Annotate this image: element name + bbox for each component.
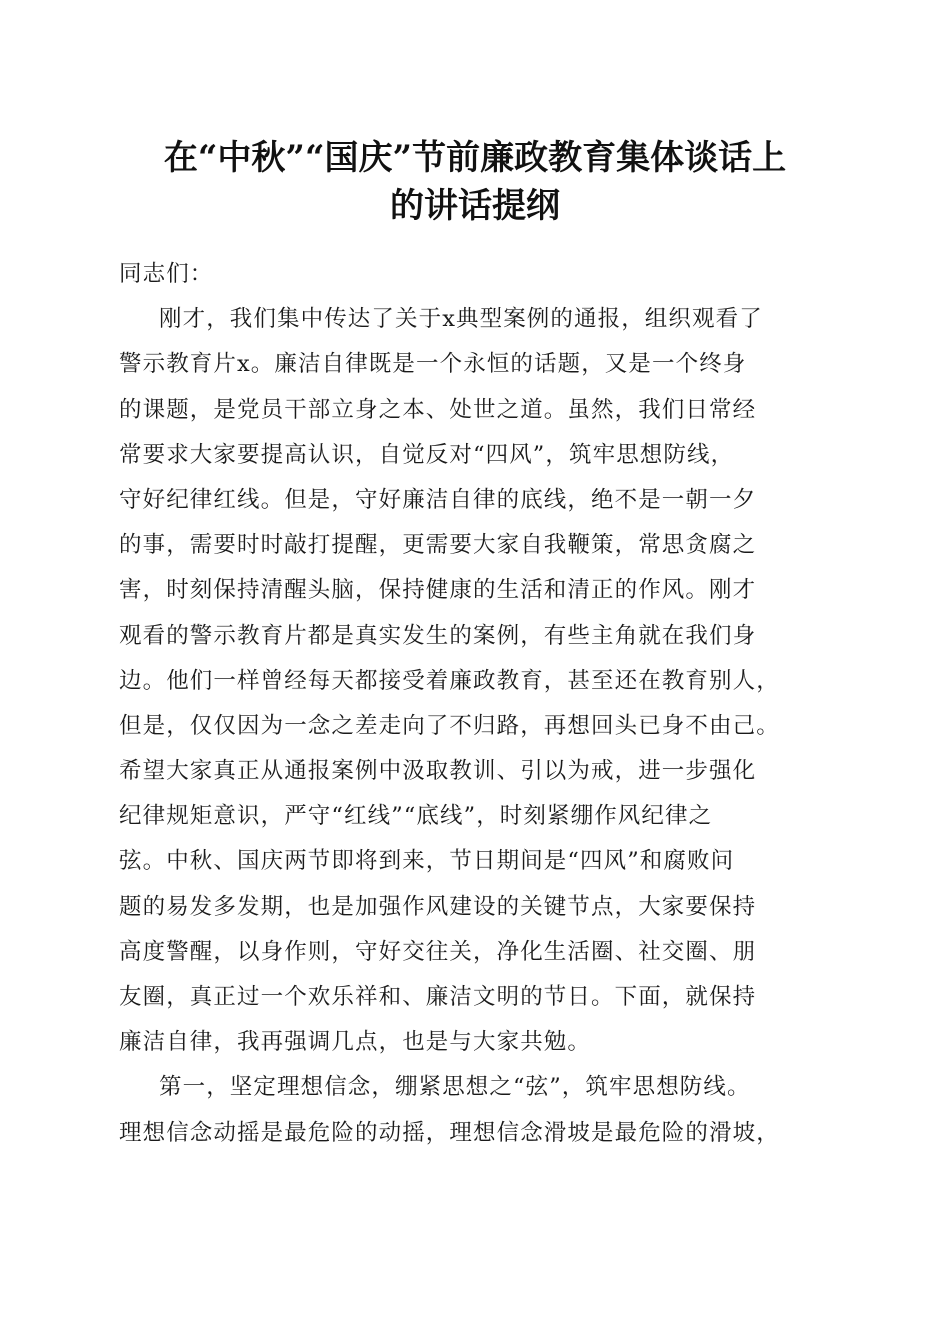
paragraph-line: 的事，需要时时敲打提醒，更需要大家自我鞭策，常思贪腐之 <box>119 532 757 559</box>
paragraph-line: 观看的警示教育片都是真实发生的案例，有些主角就在我们身 <box>119 622 757 649</box>
salutation: 同志们： <box>119 261 214 287</box>
paragraph-line: 廉洁自律，我再强调几点，也是与大家共勉。 <box>119 1029 592 1056</box>
title-line-2: 的讲话提纲 <box>390 186 560 226</box>
title-line-1: 在“中秋”“国庆”节前廉政教育集体谈话上 <box>163 138 787 178</box>
paragraph-line: 守好纪律红线。但是，守好廉洁自律的底线，绝不是一朝一夕 <box>119 486 757 513</box>
paragraph-line: 边。他们一样曾经每天都接受着廉政教育，甚至还在教育别人， <box>119 667 780 694</box>
paragraph-line: 的课题，是党员干部立身之本、处世之道。虽然，我们日常经 <box>119 396 757 423</box>
section-heading-1: 第一，坚定理想信念，绷紧思想之“弦”，筑牢思想防线。 <box>159 1074 751 1101</box>
paragraph-line: 常要求大家要提高认识，自觉反对“四风”，筑牢思想防线， <box>119 441 735 468</box>
paragraph-line: 希望大家真正从通报案例中汲取教训、引以为戒，进一步强化 <box>119 758 757 785</box>
paragraph-line: 害，时刻保持清醒头脑，保持健康的生活和清正的作风。刚才 <box>119 577 757 604</box>
paragraph-line: 警示教育片x。廉洁自律既是一个永恒的话题，又是一个终身 <box>119 351 747 378</box>
paragraph-line: 题的易发多发期，也是加强作风建设的关键节点，大家要保持 <box>119 893 757 920</box>
paragraph-line: 友圈，真正过一个欢乐祥和、廉洁文明的节日。下面，就保持 <box>119 984 757 1010</box>
paragraph-line: 高度警醒，以身作则，守好交往关，净化生活圈、社交圈、朋 <box>119 938 757 965</box>
paragraph-line: 纪律规矩意识，严守“红线”“底线”，时刻紧绷作风纪律之 <box>119 803 713 830</box>
paragraph-line: 弦。中秋、国庆两节即将到来，节日期间是“四风”和腐败问 <box>119 848 735 875</box>
paragraph-line: 但是，仅仅因为一念之差走向了不归路，再想回头已身不由己。 <box>119 712 780 739</box>
document-title <box>100 134 850 230</box>
paragraph-line: 理想信念动摇是最危险的动摇，理想信念滑坡是最危险的滑坡， <box>119 1119 780 1146</box>
document-body <box>119 252 834 1156</box>
paragraph-line: 刚才，我们集中传达了关于x典型案例的通报，组织观看了 <box>159 306 763 333</box>
